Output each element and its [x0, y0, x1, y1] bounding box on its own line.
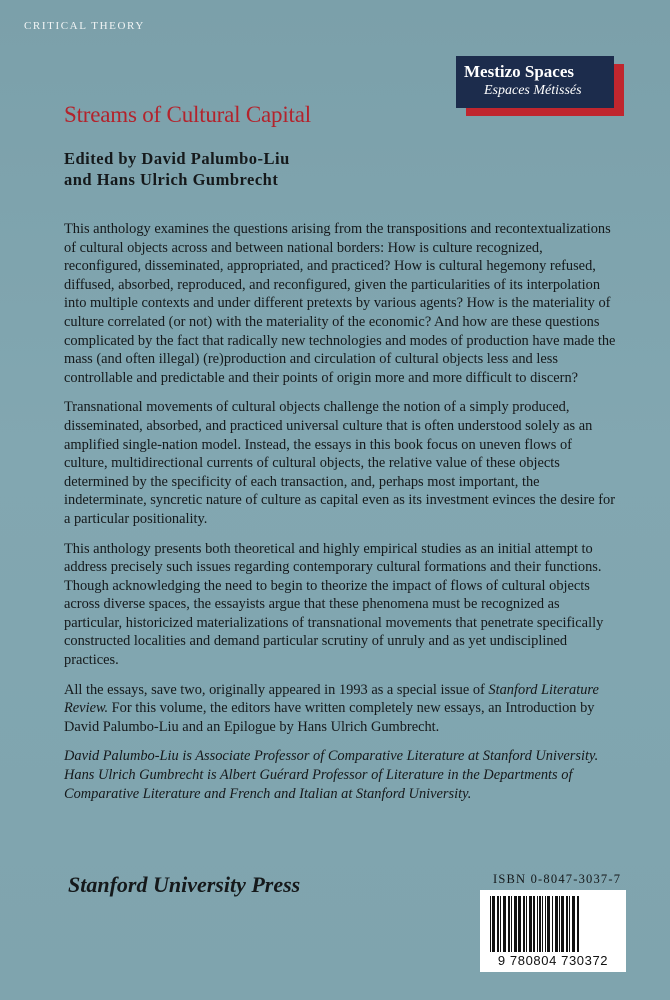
- paragraph-4-after: For this volume, the editors have written completely new essays, an Introduction by David Palumbo-Liu and an Epilogue by Hans Ulrich Gumbrecht.: [64, 700, 595, 735]
- barcode-bar: [569, 896, 570, 952]
- editor-bios: David Palumbo-Liu is Associate Professor of Comparative Literature at Stanford University. Hans Ulrich Gumbrecht is Albert Guérard Professor of Literature in the Departments of Comparative Literature and French and Italian at Stanford University.: [64, 748, 599, 802]
- barcode-bar: [497, 896, 499, 952]
- barcode-bar: [542, 896, 543, 952]
- barcode-bar: [537, 896, 538, 952]
- paragraph-4-before: All the essays, save two, originally appeared in 1993 as a special issue of: [64, 681, 489, 698]
- description-body: [64, 220, 618, 814]
- barcode-bar: [545, 896, 546, 952]
- barcode-bar: [492, 896, 495, 952]
- barcode-bar: [572, 896, 575, 952]
- series-logo-panel: [456, 56, 614, 108]
- barcode-number: 9 780804 730372: [497, 953, 609, 968]
- barcode-bar: [518, 896, 521, 952]
- paragraph-2: Transnational movements of cultural objects challenge the notion of a simply produced, disseminated, absorbed, and practiced universal culture that is often understood solely as an amplified single-nation model. Instead, the essays in this book focus on uneven flows of culture, multidirectional currents of cultural objects, the relative value of these objects determined by the specificity of each transaction, and, perhaps most important, the indeterminate, syncretic nature of culture as capital even as its investment evinces the desire for a particular positionality.: [64, 399, 616, 527]
- barcode-bar: [561, 896, 564, 952]
- paragraph-3: This anthology presents both theoretical and highly empirical studies as an initial attempt to address precisely such issues regarding contemporary cultural formations and their functions. Though acknowledging the need to begin to theorize the impact of flows of cultural objects across diverse spaces, the essayists argue that these phenomena must be recognized as particular, historicized materializations of transnational movements that penetrate specifically constructed localities and demand particular scrutiny of unruly and as yet undisciplined practices.: [64, 540, 604, 669]
- editors-line-2: and Hans Ulrich Gumbrecht: [64, 170, 279, 189]
- isbn-label: ISBN 0-8047-3037-7: [493, 872, 622, 886]
- series-logo: [456, 56, 620, 114]
- barcode-bar: [514, 896, 517, 952]
- barcode-bar: [555, 896, 558, 952]
- series-title: Mestizo Spaces: [464, 62, 575, 81]
- barcode: [480, 890, 626, 972]
- paragraph-4: [64, 681, 618, 737]
- publisher-name: Stanford University Press: [68, 872, 301, 897]
- barcode-bar: [552, 896, 553, 952]
- barcode-bar: [533, 896, 535, 952]
- barcode-bar: [511, 896, 512, 952]
- series-subtitle: Espaces Métissés: [484, 83, 582, 98]
- barcode-bar: [559, 896, 560, 952]
- category-label: CRITICAL THEORY: [24, 20, 145, 32]
- barcode-bar: [490, 896, 491, 952]
- barcode-bar: [500, 896, 501, 952]
- editors-block: [64, 148, 290, 190]
- editors-line-1: Edited by David Palumbo-Liu: [64, 149, 290, 168]
- barcode-bar: [547, 896, 550, 952]
- barcode-bar: [529, 896, 532, 952]
- barcode-bar: [539, 896, 541, 952]
- journal-name: Stanford Literature Review.: [64, 681, 599, 717]
- barcode-bar: [566, 896, 568, 952]
- barcode-bars: [488, 896, 618, 952]
- barcode-bar: [577, 896, 579, 952]
- barcode-bar: [526, 896, 527, 952]
- book-title: Streams of Cultural Capital: [64, 102, 311, 127]
- barcode-bar: [508, 896, 510, 952]
- barcode-bar: [503, 896, 506, 952]
- paragraph-1: This anthology examines the questions arising from the transpositions and recontextualizations of cultural objects across and between national borders: How is culture recognized, reconfigured, disseminated, appropriated, and practiced? How is cultural hegemony refused, diffused, absorbed, reproduced, and reconfigured, given the particularities of its interpolation into multiple contexts and under different pretexts by various agents? How is the materiality of culture correlated (or not) with the materiality of the economic? And how are these questions complicated by the fact that radically new technologies and modes of production have made the mass (and often illegal) (re)production and circulation of cultural objects less and less controllable and predictable and their points of origin more and more difficult to discern?: [64, 221, 616, 386]
- barcode-bar: [523, 896, 525, 952]
